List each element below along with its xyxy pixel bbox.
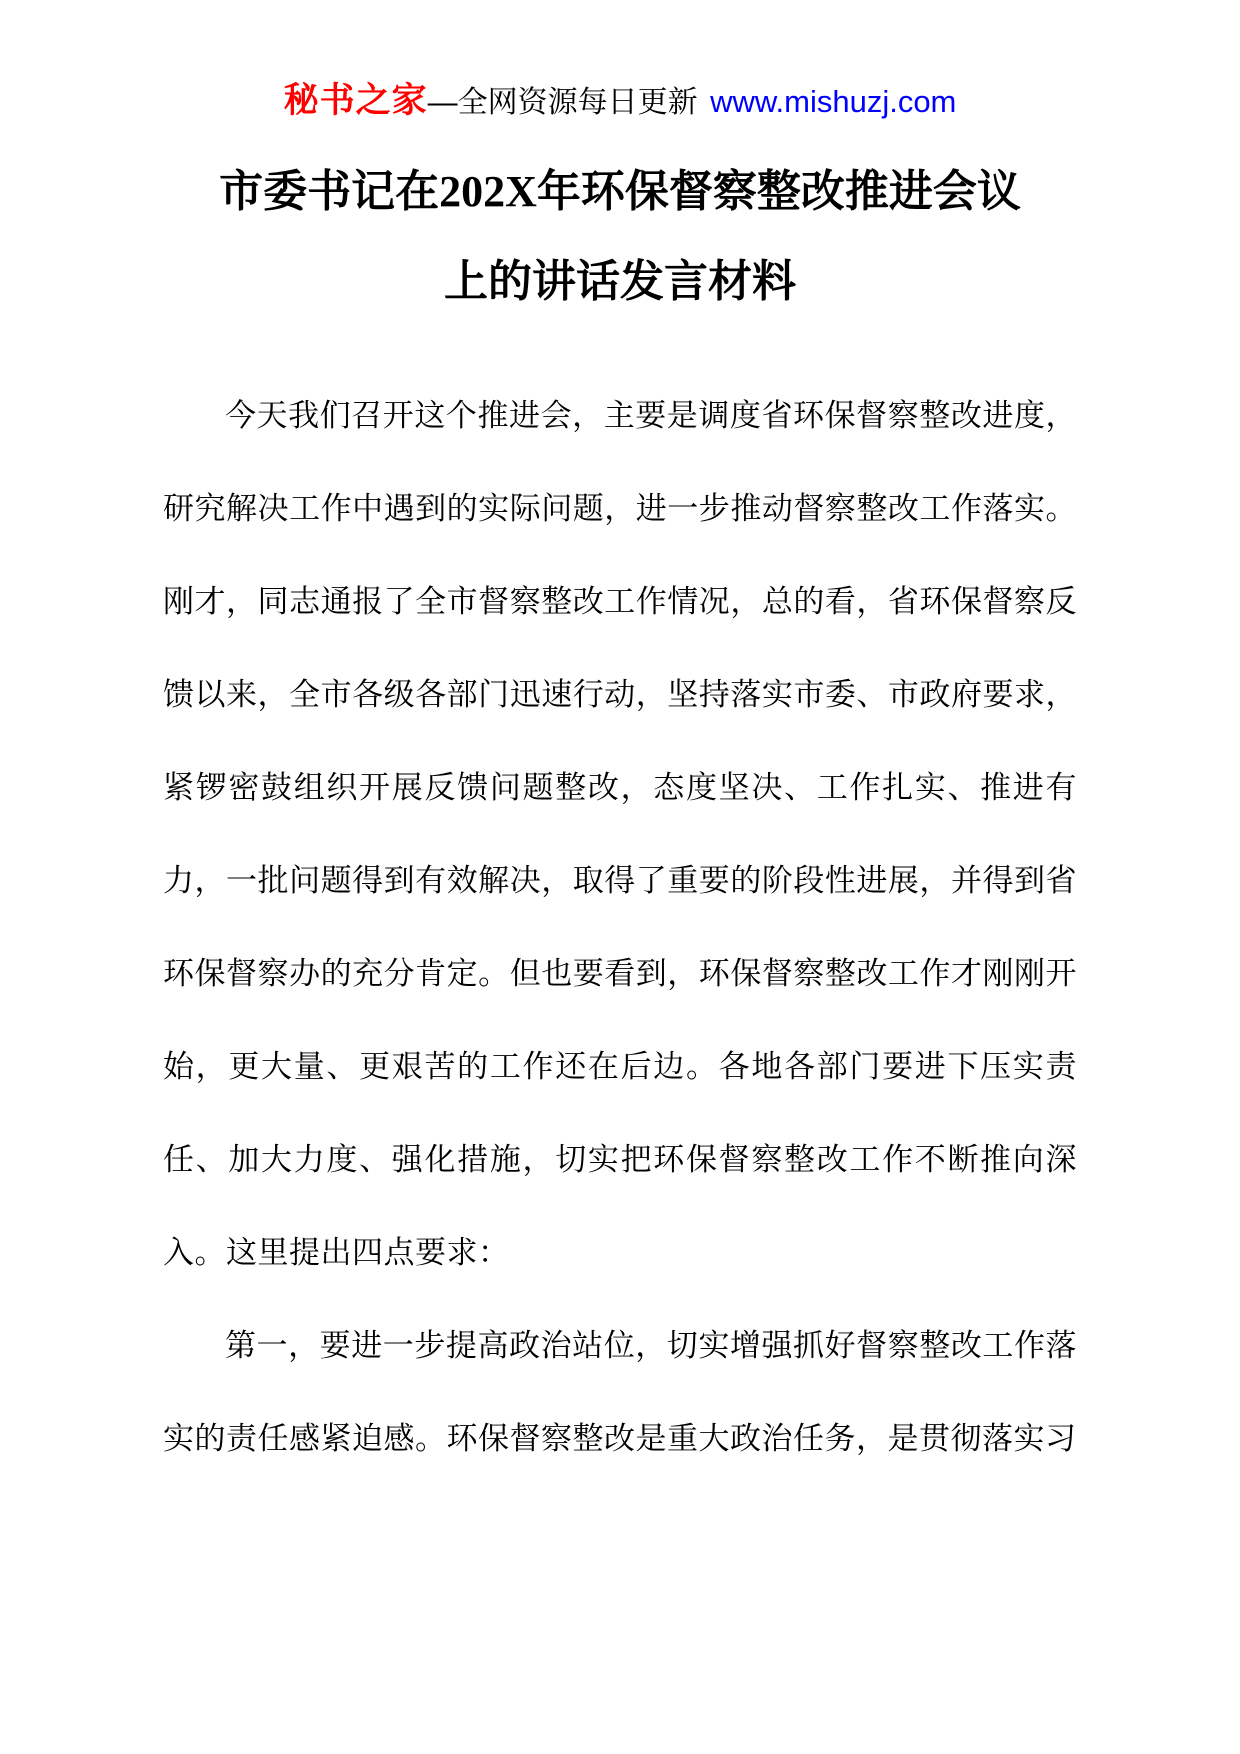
header-tagline: —全网资源每日更新 bbox=[427, 86, 698, 119]
document-title-line-2: 上的讲话发言材料 bbox=[444, 257, 796, 306]
document-body bbox=[163, 369, 1077, 1485]
document-title bbox=[163, 147, 1077, 327]
body-paragraph: 今天我们召开这个推进会，主要是调度省环保督察整改进度，研究解决工作中遇到的实际问题，进一步推动督察整改工作落实。刚才，同志通报了全市督察整改工作情况，总的看，省环保督察反馈以来，全市各级各部门迅速行动，坚持落实市委、市政府要求，紧锣密鼓组织开展反馈问题整改，态度坚决、工作扎实、推进有力，一批问题得到有效解决，取得了重要的阶段性进展，并得到省环保督察办的充分肯定。但也要看到，环保督察整改工作才刚刚开始，更大量、更艰苦的工作还在后边。各地各部门要进下压实责任、加大力度、强化措施，切实把环保督察整改工作不断推向深入。这里提出四点要求： bbox=[163, 398, 1077, 1270]
site-header bbox=[163, 78, 1077, 131]
document-title-line-1: 市委书记在202X年环保督察整改推进会议 bbox=[219, 167, 1021, 216]
site-brand: 秘书之家 bbox=[283, 81, 428, 120]
body-paragraph: 第一，要进一步提高政治站位，切实增强抓好督察整改工作落实的责任感紧迫感。环保督察整改是重大政治任务，是贯彻落实习 bbox=[163, 1328, 1077, 1456]
site-url-link[interactable]: www.mishuzj.com bbox=[710, 84, 957, 119]
